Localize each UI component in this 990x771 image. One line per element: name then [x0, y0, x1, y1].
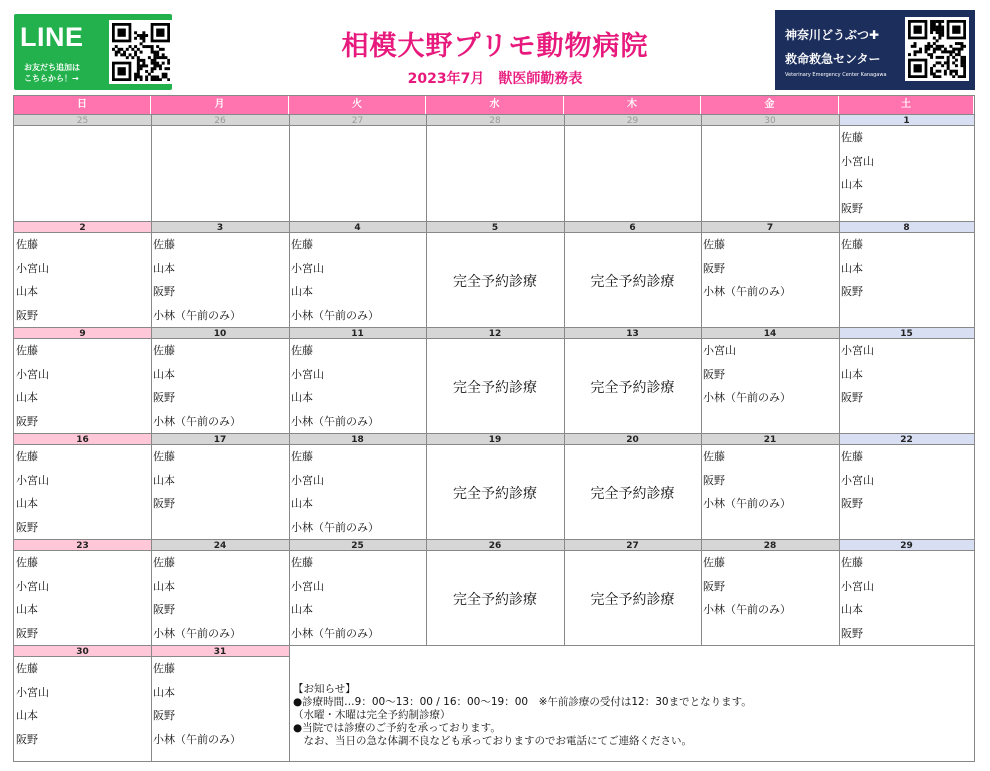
notice-line: ●診療時間…9：00～13：00 / 16：00～19：00 ※午前診療の受付は12：30までとなります。	[293, 696, 752, 708]
doctor-name: 阪野	[153, 285, 175, 298]
doctor-name: 佐藤	[16, 344, 38, 357]
doctor-name: 小宮山	[291, 367, 324, 381]
doctor-name: 佐藤	[841, 238, 863, 251]
doctor-name: 佐藤	[153, 556, 175, 569]
doctor-name: 山本	[291, 285, 313, 298]
column-divider	[289, 114, 290, 761]
doctor-name: 小林（午前のみ）	[291, 308, 379, 322]
doctor-list	[14, 551, 151, 645]
doctor-name: 佐藤	[153, 450, 175, 463]
date-number: 6	[564, 221, 701, 233]
doctor-name: 山本	[153, 367, 175, 381]
weekday-mon: 月	[151, 96, 289, 114]
notice-line: なお、当日の急な体調不良なども承っておりますのでお電話にてご連絡ください。	[293, 735, 692, 747]
date-number: 29	[839, 539, 974, 551]
doctor-name: 山本	[153, 261, 175, 275]
notice-box	[290, 665, 974, 761]
doctor-list	[151, 445, 289, 516]
doctor-name: 佐藤	[841, 556, 863, 569]
date-number: 7	[701, 221, 839, 233]
date-number: 23	[14, 539, 151, 551]
date-number: 20	[564, 433, 701, 445]
doctor-name: 小宮山	[703, 344, 736, 357]
doctor-name: 佐藤	[16, 556, 38, 569]
doctor-list	[151, 657, 289, 751]
doctor-name: 阪野	[16, 308, 38, 322]
doctor-list	[839, 339, 974, 410]
weekday-thu: 木	[564, 96, 701, 114]
doctor-list	[14, 657, 151, 751]
kanagawa-title-1: 神奈川どうぶつ✚	[785, 28, 880, 42]
page-title: 相模大野プリモ動物病院	[341, 31, 649, 62]
doctor-list	[839, 445, 974, 516]
doctor-name: 小宮山	[841, 344, 874, 357]
doctor-name: 小宮山	[841, 473, 874, 487]
date-number: 28	[426, 114, 564, 126]
notice-line: （水曜・木曜は完全予約制診療）	[293, 709, 451, 721]
doctor-name: 佐藤	[153, 662, 175, 675]
doctor-name: 山本	[16, 603, 38, 616]
doctor-name: 阪野	[16, 732, 38, 746]
doctor-name: 山本	[841, 367, 863, 381]
doctor-name: 佐藤	[16, 450, 38, 463]
date-number: 29	[564, 114, 701, 126]
doctor-list	[289, 551, 426, 645]
column-divider	[564, 114, 565, 645]
doctor-name: 佐藤	[841, 131, 863, 144]
doctor-name: 阪野	[841, 626, 863, 640]
date-number: 18	[289, 433, 426, 445]
doctor-name: 小林（午前のみ）	[291, 626, 379, 640]
reservation-only-label: 完全予約診療	[590, 486, 675, 502]
weekday-header	[14, 96, 974, 114]
doctor-name: 小林（午前のみ）	[291, 520, 379, 534]
doctor-name: 小宮山	[291, 473, 324, 487]
doctor-name: 山本	[16, 497, 38, 510]
doctor-name: 山本	[153, 685, 175, 699]
date-number: 15	[839, 327, 974, 339]
line-caption-2: こちらから！→	[24, 74, 79, 83]
reservation-only-label: 完全予約診療	[590, 592, 675, 608]
doctor-name: 佐藤	[291, 556, 313, 569]
date-number: 2	[14, 221, 151, 233]
doctor-list	[839, 233, 974, 304]
doctor-name: 佐藤	[703, 450, 725, 463]
doctor-name: 山本	[16, 285, 38, 298]
date-number: 31	[151, 645, 289, 657]
doctor-list	[289, 233, 426, 327]
column-divider	[426, 114, 427, 645]
doctor-list	[701, 551, 839, 622]
doctor-name: 阪野	[703, 367, 725, 381]
doctor-name: 阪野	[16, 520, 38, 534]
duty-calendar	[13, 95, 975, 762]
date-number: 17	[151, 433, 289, 445]
doctor-name: 佐藤	[703, 238, 725, 251]
doctor-name: 佐藤	[703, 556, 725, 569]
doctor-name: 小林（午前のみ）	[703, 391, 791, 404]
doctor-name: 小宮山	[16, 261, 49, 275]
kanagawa-english: Veterinary Emergency Center Kanagawa	[785, 72, 887, 78]
doctor-name: 小宮山	[16, 473, 49, 487]
doctor-name: 山本	[291, 603, 313, 616]
column-divider	[701, 114, 702, 645]
date-number: 13	[564, 327, 701, 339]
doctor-name: 山本	[16, 391, 38, 404]
weekday-fri: 金	[701, 96, 839, 114]
doctor-list	[289, 339, 426, 433]
reservation-only-label: 完全予約診療	[453, 274, 537, 290]
doctor-name: 小宮山	[841, 579, 874, 593]
doctor-list	[151, 233, 289, 327]
date-number: 25	[14, 114, 151, 126]
doctor-name: 佐藤	[153, 238, 175, 251]
doctor-list	[289, 445, 426, 539]
kanagawa-emergency-banner[interactable]	[775, 10, 975, 90]
doctor-name: 山本	[841, 178, 863, 191]
doctor-list	[151, 551, 289, 645]
reservation-only-label: 完全予約診療	[453, 380, 537, 396]
doctor-name: 阪野	[703, 473, 725, 487]
doctor-name: 山本	[291, 497, 313, 510]
doctor-name: 小林（午前のみ）	[703, 497, 791, 510]
doctor-name: 佐藤	[291, 344, 313, 357]
doctor-list	[701, 445, 839, 516]
date-number: 9	[14, 327, 151, 339]
doctor-name: 小林（午前のみ）	[153, 732, 241, 746]
line-caption-1: お友だち追加は	[24, 63, 80, 72]
doctor-name: 小宮山	[16, 685, 49, 699]
doctor-name: 小宮山	[291, 261, 324, 275]
page-subtitle: 2023年7月 獣医師勤務表	[407, 71, 583, 87]
weekday-sun: 日	[14, 96, 151, 114]
column-divider	[151, 114, 152, 761]
weekday-tue: 火	[289, 96, 426, 114]
column-divider	[839, 114, 840, 645]
date-number: 26	[426, 539, 564, 551]
doctor-name: 小林（午前のみ）	[703, 603, 791, 616]
date-number: 25	[289, 539, 426, 551]
date-number: 16	[14, 433, 151, 445]
doctor-name: 佐藤	[16, 662, 38, 675]
reservation-only-label: 完全予約診療	[453, 592, 537, 608]
doctor-list	[151, 339, 289, 433]
doctor-name: 小林（午前のみ）	[153, 626, 241, 640]
reservation-only-label: 完全予約診療	[453, 486, 537, 502]
notice-heading: 【お知らせ】	[293, 683, 356, 695]
doctor-name: 阪野	[841, 497, 863, 510]
doctor-name: 山本	[291, 391, 313, 404]
date-number: 4	[289, 221, 426, 233]
kanagawa-qr-code-icon[interactable]	[905, 17, 969, 81]
date-number: 11	[289, 327, 426, 339]
doctor-name: 阪野	[16, 414, 38, 428]
date-number: 12	[426, 327, 564, 339]
doctor-name: 阪野	[841, 285, 863, 298]
date-number: 19	[426, 433, 564, 445]
reservation-only-label: 完全予約診療	[590, 274, 675, 290]
doctor-name: 阪野	[16, 626, 38, 640]
date-number: 5	[426, 221, 564, 233]
doctor-name: 阪野	[153, 603, 175, 616]
date-number: 14	[701, 327, 839, 339]
doctor-name: 佐藤	[291, 238, 313, 251]
reservation-only-label: 完全予約診療	[590, 380, 675, 396]
date-number: 28	[701, 539, 839, 551]
doctor-name: 阪野	[153, 391, 175, 404]
doctor-name: 阪野	[703, 261, 725, 275]
doctor-name: 佐藤	[153, 344, 175, 357]
date-number: 3	[151, 221, 289, 233]
doctor-name: 佐藤	[841, 450, 863, 463]
doctor-name: 小宮山	[16, 579, 49, 593]
doctor-name: 阪野	[841, 391, 863, 404]
doctor-list	[14, 233, 151, 327]
doctor-name: 佐藤	[16, 238, 38, 251]
doctor-name: 小宮山	[291, 579, 324, 593]
date-number: 30	[701, 114, 839, 126]
line-logo: LINE	[20, 22, 84, 52]
weekday-sat: 土	[839, 96, 974, 114]
kanagawa-title-2: 救命救急センター	[785, 52, 881, 66]
doctor-name: 小林（午前のみ）	[291, 414, 379, 428]
doctor-name: 阪野	[703, 579, 725, 593]
date-number: 27	[564, 539, 701, 551]
doctor-name: 小宮山	[16, 367, 49, 381]
doctor-name: 小宮山	[841, 154, 874, 168]
date-number: 27	[289, 114, 426, 126]
date-number: 26	[151, 114, 289, 126]
doctor-name: 阪野	[153, 497, 175, 510]
doctor-list	[14, 339, 151, 433]
doctor-name: 小林（午前のみ）	[153, 308, 241, 322]
date-number: 30	[14, 645, 151, 657]
date-number: 8	[839, 221, 974, 233]
doctor-list	[839, 551, 974, 645]
weekday-wed: 水	[426, 96, 564, 114]
date-number: 24	[151, 539, 289, 551]
doctor-name: 山本	[16, 709, 38, 722]
doctor-name: 佐藤	[291, 450, 313, 463]
doctor-list	[839, 126, 974, 220]
doctor-name: 山本	[841, 603, 863, 616]
doctor-name: 小林（午前のみ）	[153, 414, 241, 428]
doctor-name: 山本	[153, 579, 175, 593]
date-number: 1	[839, 114, 974, 126]
doctor-name: 山本	[841, 261, 863, 275]
doctor-name: 山本	[153, 473, 175, 487]
doctor-name: 阪野	[841, 201, 863, 215]
doctor-name: 阪野	[153, 709, 175, 722]
date-number: 10	[151, 327, 289, 339]
doctor-list	[701, 339, 839, 410]
doctor-list	[701, 233, 839, 304]
notice-line: ●当院では診療のご予約を承っております。	[293, 722, 501, 734]
doctor-name: 小林（午前のみ）	[703, 285, 791, 298]
date-number: 21	[701, 433, 839, 445]
date-number: 22	[839, 433, 974, 445]
doctor-list	[14, 445, 151, 539]
